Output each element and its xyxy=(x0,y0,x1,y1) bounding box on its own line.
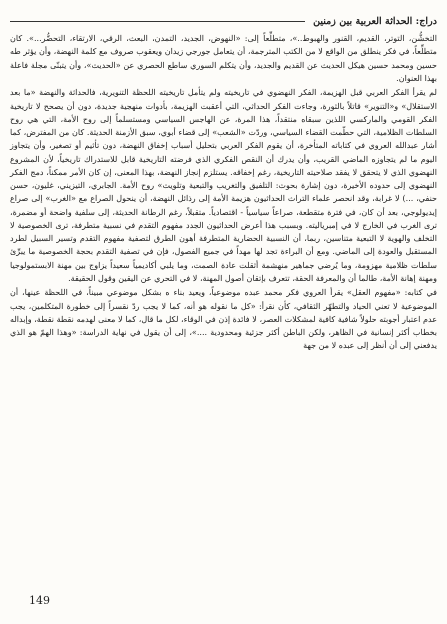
page-number: 149 xyxy=(29,594,50,607)
book-page xyxy=(10,16,437,354)
page-header xyxy=(10,16,437,27)
body-text xyxy=(10,32,437,353)
paragraph: في كتابه: «مفهوم العقل» يقرأ العروي فكر محمد عبده موضوعياً، ويعيد بناء ه بشكل موضوعي مبيناً، في اللحظة عينها، أن الموضوعية لا تعني الحياد والتطهّر الثقافي، كأن نقرأ: «كل ما نقوله هو أنه، كما لا يجب ردّ نقسراً إلى خطورة المتكلمين، يجب عدم اعتبار أجوبته حلولاً شافية كافية لمشكلات العصر، لا فائدة إذن في الوقاء، لكل ما قال، كما لا معنى لهدمه نقطة نقطة، وإبداله بخطاب أكثر إنسانية في الظاهر، ولكن الباطن أكثر جزئية ومحدودية ....»، إلى أن يقول في نهاية الدراسة: «وهذا الهمّ هو الذي يدفعني إلى أن أنظر إلى عبده لا من جهة xyxy=(10,288,437,351)
running-head: دراج: الحداثة العربية بين زمنين xyxy=(313,16,437,27)
paragraph: لم يقرأ الفكر العربي قبل الهزيمة، الفكر النهضوي في تاريخيته ولم يتأمل تاريخيته اللحظة التنويرية، فالحداثة والنهضة «ما بعد الاستقلال» و«التنوير» قاتلاً بالثورة، وجاءت الفكر الحداثي، التي أعقبت الهزيمة، بأدوات منهجية جديدة، دون أن يصحح لا تاريخية الفكر القومي والماركسي اللذين سبقاه منتقداً، هذا المرة، عن الهاجس السياسي ومستسلماً إلى روح الأمة، التي هي روح السلطات الظلامية، التي حطّمت القضاء السياسي، وردّت «الشعب» إلى قضاء أبوي، سبق الأزمنة الحديثة. كان من المفترض، كما أشار عبدالله العروي في كتاباته المتأخرة، أن يقوم الفكر العربي بتحليل أسباب إخفاق النهضة، دون تأثيم أو تصغير، وأن يتجاوز اليوم ما لم يتجاوزه الماضي القريب، وأن يدرك أن النقص الفكري الذي فرضته التاريخية قابل للاستدراك تاريخياً، لأن المشروع النهضوي الذي لا يتحقق لا يفقد صلاحيته التاريخية، رغم إخفاقه. يستلزم إنجاز النهضة، بهذا المعنى، إن كان الأمر ممكناً، دمج الفكر النهضوي إلى حدوده الأخيرة، دون إشارة بحوث: التلفيق والتغريب والتبعية وتلويث» روح الأمة. الجابري، التيزيني، غليون، حسن حنفي، ...) لا غرابة، وقد انحصر علماء التراث الحداثيون هزيمة الأمة إلى رذائل النهضة، أن ينحول الصراع مع «الغرب» إلى صراع إيديولوجي، بعد أن كان، في فترة متقطعة، صراعاً سياسياً - اقتصادياً. متقبلاً، رغم الرطانة الحديثة، إلى سلفية واضحة أو مضمرة، ترى الغرب في الخارج لا في إمبرياليته. وبسبب هذا أعرض الحداثيون الجدد مفهوم التقدم في نسبية متطرفة، ترى الخصوصية لا التخلف والهوية لا التبعية متناسين، ربما، أن النسبية الحضارية المتطرفة أهون الطرق لتصفية مفهوم التقدم وتسير السبيل لطرد المستقبل والعودة إلى الماضي. ومع أن البراءة تجد لها مهداً في جميع الفصول، فإن في تصفية التقدم بحجة الخصوصية ما يبرِّئ سلطات ظلامية مهزومة، وما يُرضي جماهير منهشمة أثقلت عادة الصمت، وما يلبي أكاديمياً سعيداً يزاوج بين مهنة الابستمولوجيا ومهنة إهانة الأمة، طالما أن والمعرفة الحقة، تتعرف بإتقان أصول المهنة، لا في التحري عن اليقين وقول الحقيقة. xyxy=(10,88,437,283)
header-rule xyxy=(10,21,305,22)
paragraph: التخشُّن، التوتر، القديم، القنور والهبوط..»، متطلِّعاً إلى: «النهوض، الجديد، التمدن، البعث، الرقي، الارتقاء، التحضُّر...». كان متطلِّعاً، في فكر ينطلق من الواقع لا من الكتب المترجمة، أن يتعامل جورجي زيدان ويعقوب صروف مع كلمة النهضة، وأن يؤثر طه حسين ومحمد حسين هيكل الحديث عن القديم والجديد، وأن يتكلم السوري ساطع الحصري عن «الحديث»، وأن يتبنّى مجلة فاعلة بهذا العنوان. xyxy=(10,34,437,83)
